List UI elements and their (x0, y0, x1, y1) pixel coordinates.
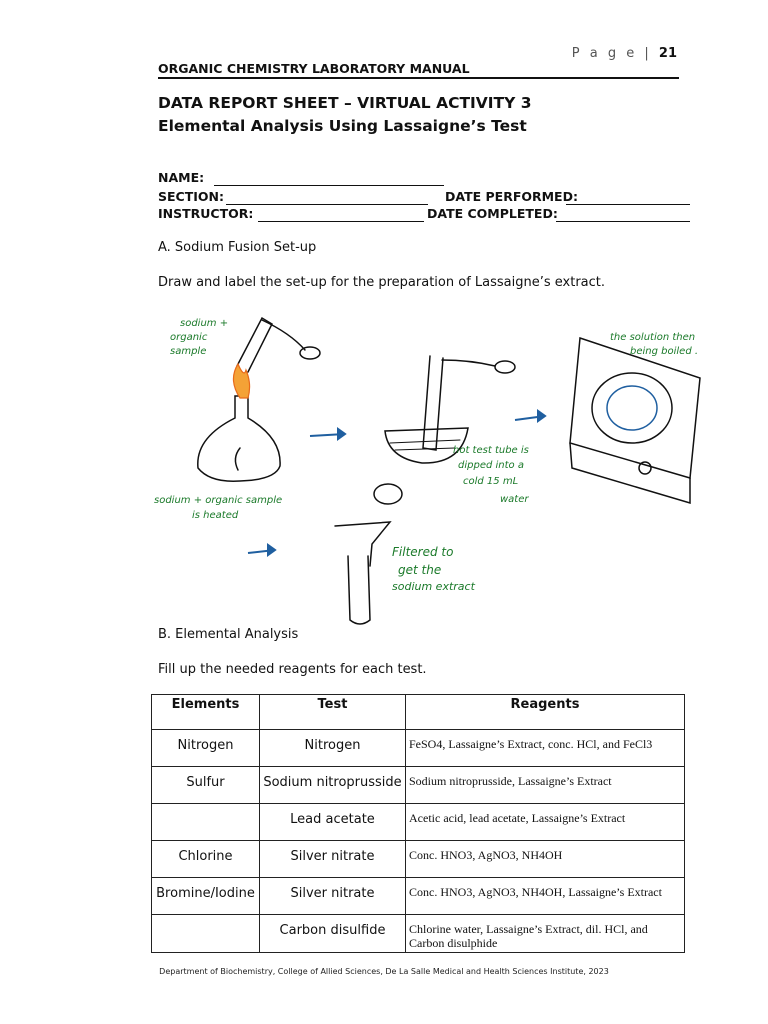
page-number-value: 21 (658, 46, 677, 61)
table-row (152, 878, 685, 915)
label-filtered-3: sodium extract (392, 580, 475, 593)
label-dipped-1: hot test tube is (453, 445, 529, 456)
cell-element (152, 915, 260, 953)
section-b-instruction: Fill up the needed reagents for each test. (158, 662, 427, 677)
label-boiled-2: being boiled . (630, 346, 699, 357)
cell-reagents[interactable]: Sodium nitroprusside, Lassaigne’s Extract (406, 767, 685, 804)
header-test: Test (260, 695, 406, 730)
arrow-icon (538, 411, 545, 421)
sodium-fusion-drawing (140, 298, 720, 628)
burner-flask (198, 396, 280, 481)
cell-test: Silver nitrate (260, 841, 406, 878)
label-filtered-2: get the (398, 563, 442, 577)
cell-test: Nitrogen (260, 730, 406, 767)
page-number (572, 46, 677, 61)
cell-element: Sulfur (152, 767, 260, 804)
cell-reagents[interactable]: Acetic acid, lead acetate, Lassaigne’s Extract (406, 804, 685, 841)
section-a-instruction: Draw and label the set-up for the preparation of Lassaigne’s extract. (158, 275, 606, 290)
page-footer: Department of Biochemistry, College of Allied Sciences, De La Salle Medical and Health Sciences Institute, 2023 (159, 967, 609, 976)
label-dipped-4: water (500, 494, 529, 505)
cell-test: Carbon disulfide (260, 915, 406, 953)
header-reagents: Reagents (406, 695, 685, 730)
cell-reagents[interactable]: Conc. HNO3, AgNO3, NH4OH (406, 841, 685, 878)
label-sample-3: sample (170, 346, 207, 357)
table-row (152, 841, 685, 878)
cell-reagents[interactable]: FeSO4, Lassaigne’s Extract, conc. HCl, and FeCl3 (406, 730, 685, 767)
cell-test: Silver nitrate (260, 878, 406, 915)
cell-element: Bromine/Iodine (152, 878, 260, 915)
header-divider (158, 77, 679, 79)
label-boiled-1: the solution then (610, 332, 696, 343)
test-tube-1 (237, 318, 272, 372)
table-header-row (152, 695, 685, 730)
section-b-heading: B. Elemental Analysis (158, 627, 299, 642)
report-title: DATA REPORT SHEET – VIRTUAL ACTIVITY 3 (158, 94, 532, 112)
name-label: NAME: (158, 170, 205, 185)
table-row (152, 730, 685, 767)
label-heated-1: sodium + organic sample (154, 495, 283, 506)
cell-test: Sodium nitroprusside (260, 767, 406, 804)
test-tube-3 (348, 556, 370, 624)
funnel (335, 522, 390, 566)
table-row (152, 767, 685, 804)
instructor-label: INSTRUCTOR: (158, 206, 254, 221)
date-completed-field[interactable] (556, 221, 690, 222)
date-performed-field[interactable] (566, 204, 690, 205)
cell-reagents[interactable]: Conc. HNO3, AgNO3, NH4OH, Lassaigne’s Extract (406, 878, 685, 915)
date-performed-label: DATE PERFORMED: (445, 189, 578, 204)
arrow-icon (268, 545, 275, 555)
label-sample-2: organic (170, 332, 208, 343)
cell-element: Nitrogen (152, 730, 260, 767)
header-elements: Elements (152, 695, 260, 730)
reagents-table (151, 694, 685, 953)
section-label: SECTION: (158, 189, 224, 204)
date-completed-label: DATE COMPLETED: (427, 206, 558, 221)
section-field[interactable] (226, 204, 428, 205)
label-dipped-2: dipped into a (458, 460, 524, 471)
arrow-icon (338, 429, 345, 439)
label-heated-2: is heated (192, 510, 239, 521)
table-row (152, 804, 685, 841)
label-dipped-3: cold 15 mL (463, 476, 519, 487)
instructor-field[interactable] (258, 221, 424, 222)
test-tube-2 (423, 356, 443, 450)
report-subtitle: Elemental Analysis Using Lassaigne’s Test (158, 117, 527, 135)
section-a-heading: A. Sodium Fusion Set-up (158, 240, 317, 255)
cell-element: Chlorine (152, 841, 260, 878)
label-filtered-1: Filtered to (392, 545, 454, 559)
manual-title: ORGANIC CHEMISTRY LABORATORY MANUAL (158, 61, 470, 76)
cell-reagents[interactable]: Chlorine water, Lassaigne’s Extract, dil. HCl, and Carbon disulphide (406, 915, 685, 953)
flame (233, 364, 249, 398)
table-row (152, 915, 685, 953)
cell-element (152, 804, 260, 841)
label-sample-1: sodium + (180, 318, 229, 329)
page-label: P a g e | (571, 46, 652, 61)
hot-plate (570, 338, 700, 478)
name-field[interactable] (214, 185, 444, 186)
cell-test: Lead acetate (260, 804, 406, 841)
